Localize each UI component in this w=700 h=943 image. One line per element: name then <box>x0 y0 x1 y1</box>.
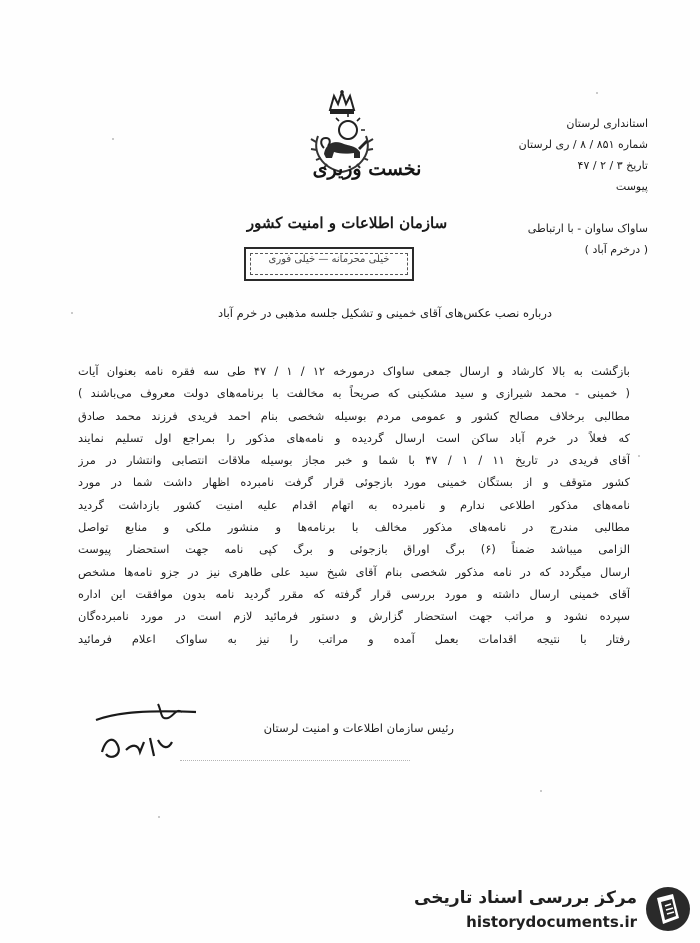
classification-stamp <box>244 247 414 281</box>
meta-number: شماره ۸۵۱ / ۸ / ری لرستان <box>518 138 648 151</box>
body-line: بازگشت به بالا کارشاد و ارسال جمعی ساواک درمورخه ۱۲ / ۱ / ۴۷ طی سه فقره نامه بعنوان آیات <box>78 364 630 378</box>
meta-recipient: استانداری لرستان <box>566 117 648 130</box>
signatory-title: رئیس سازمان اطلاعات و امنیت لرستان <box>263 721 454 735</box>
scan-speckle <box>596 92 598 94</box>
letterhead-title: نخست وزیری <box>312 158 422 180</box>
scan-speckle <box>158 816 160 818</box>
stamp-text: خیلی محرمانه — خیلی فوری <box>268 254 390 265</box>
body-line: کشور متوقف و از بستگان خمینی مورد بازجوئی قرار گرفت نامبرده اظهار داشت شما در مورد <box>78 475 630 490</box>
archive-name: مرکز بررسی اسناد تاریخی <box>414 888 637 908</box>
body-line: الزامی میباشد ضمناً (۶) برگ اوراق بازجوئی و برگ کپی نامه جهت استحضار پیوست <box>78 542 630 557</box>
body-line: نامه‌های مذکور اطلاعی ندارم و نامبرده به اتهام اقدام علیه امنیت کشور بازداشت گردید <box>78 497 630 512</box>
scan-speckle <box>112 138 114 140</box>
meta-attachment: پیوست <box>615 180 648 193</box>
archive-url: historydocuments.ir <box>466 913 637 931</box>
meta-date: تاریخ ۳ / ۲ / ۴۷ <box>577 159 648 172</box>
scan-speckle <box>540 790 542 792</box>
faint-rule <box>180 760 410 761</box>
letter-subject: درباره نصب عکس‌های آقای خمینی و تشکیل جلسه مذهبی در خرم آباد <box>217 306 552 320</box>
body-line: ( خمینی - محمد شیرازی و سید مشکینی که صریحاً به مخالفت با برنامه‌های دولت معروف می‌باشند ) <box>78 386 630 401</box>
body-line: آقای خمینی ارسال داشته و مورد بررسی قرار گرفته که مقرر گردید نامه بدون موافقت این اداره <box>78 586 630 601</box>
archive-logo-icon <box>643 884 693 934</box>
letterhead-organization: سازمان اطلاعات و امنیت کشور <box>246 214 448 232</box>
body-line: آقای فریدی در تاریخ ۱۱ / ۱ / ۴۷ با شما و خبر مجاز بوسیله ملاقات انتصابی وانتشار در مرز <box>78 453 630 468</box>
scan-speckle <box>638 455 640 457</box>
handwritten-signature <box>88 690 208 770</box>
scan-speckle <box>71 312 73 314</box>
meta-location: ( درخرم آباد ) <box>584 243 648 256</box>
body-line: رفتار با نتیجه اقدامات بعمل آمده و مراتب را نیز به ساواک اعلام فرمائید <box>78 631 630 646</box>
body-line: مطالبی مندرج در نامه‌های مذکور مخالف با برنامه‌ها و منشور ملکی و منابع تواصل <box>78 520 630 535</box>
archive-watermark <box>405 880 695 940</box>
letter-body <box>78 360 630 650</box>
body-line: مطالبی برخلاف مصالح کشور و عمومی مردم بوسیله شخصی بنام احمد فریدی فرزند محمد صادق <box>78 408 630 423</box>
body-line: که فعلاً در خرم آباد ساکن است ارسال گردیده و نامه‌های مذکور را بمراجع اول تسلیم نمایند <box>78 430 630 445</box>
meta-addressee: ساواک ساوان - با ارتباطی <box>527 222 648 235</box>
body-line: سپرده نشود و مراتب جهت استحضار گزارش و دستور فرمائید لازم است در مورد نامبرده‌گان <box>78 609 630 624</box>
body-line: ارسال میگردد که در نامه مذکور شخصی بنام آقای شیخ سید علی طاهری نیز در جزو نامه‌ها مشخص <box>78 564 630 579</box>
